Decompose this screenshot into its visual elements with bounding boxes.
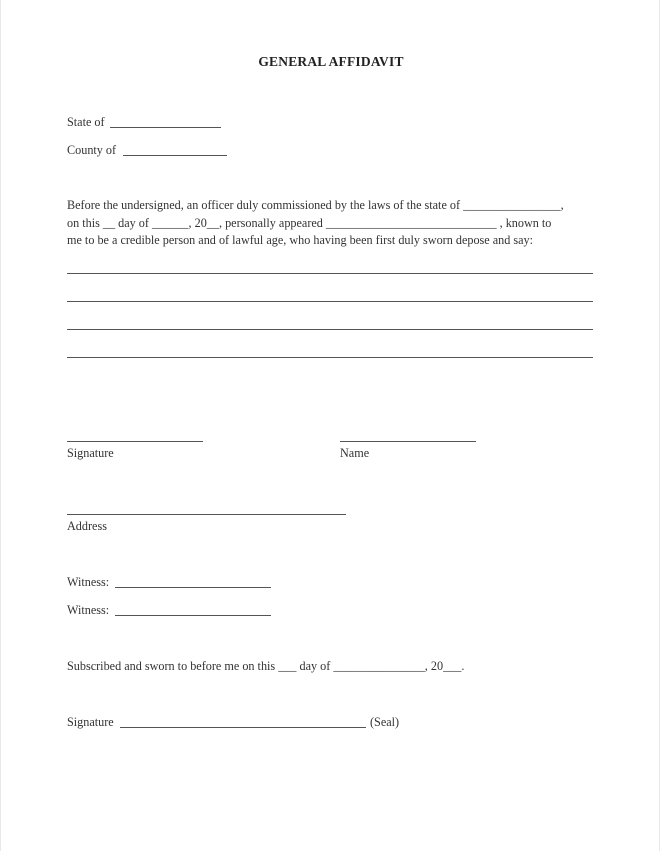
witness-field[interactable]	[115, 587, 271, 588]
paragraph-line-2: on this __ day of ______, 20__, personally appeared ____________________________ , known to	[67, 215, 552, 230]
subscribed-statement: Subscribed and sworn to before me on this ___ day of _______________, 20___.	[67, 659, 465, 673]
witness-label-2: Witness:	[67, 603, 110, 617]
affidavit-paragraph	[67, 197, 607, 250]
paragraph-line-1: Before the undersigned, an officer duly commissioned by the laws of the state of ________________,	[67, 198, 564, 212]
document-title: GENERAL AFFIDAVIT	[258, 54, 404, 69]
county-label: County of	[67, 143, 117, 157]
statement-line[interactable]	[67, 273, 593, 274]
notary-signature-label: Signature	[67, 715, 114, 729]
statement-line[interactable]	[67, 301, 593, 302]
witness-label: Witness:	[67, 575, 110, 589]
notary-signature-field[interactable]	[120, 727, 366, 728]
state-label: State of	[67, 115, 105, 129]
address-field[interactable]	[67, 514, 346, 515]
signature-field[interactable]	[67, 441, 203, 442]
paragraph-line-3: me to be a credible person and of lawful age, who having been first duly sworn depose and say:	[67, 233, 534, 247]
statement-line[interactable]	[67, 357, 593, 358]
state-field[interactable]	[110, 127, 221, 128]
address-label: Address	[67, 519, 107, 533]
name-field[interactable]	[340, 441, 476, 442]
signature-label: Signature	[67, 446, 114, 460]
statement-line[interactable]	[67, 329, 593, 330]
name-label: Name	[340, 446, 370, 460]
seal-label: (Seal)	[370, 715, 400, 729]
county-field[interactable]	[123, 155, 227, 156]
witness-field-2[interactable]	[115, 615, 271, 616]
